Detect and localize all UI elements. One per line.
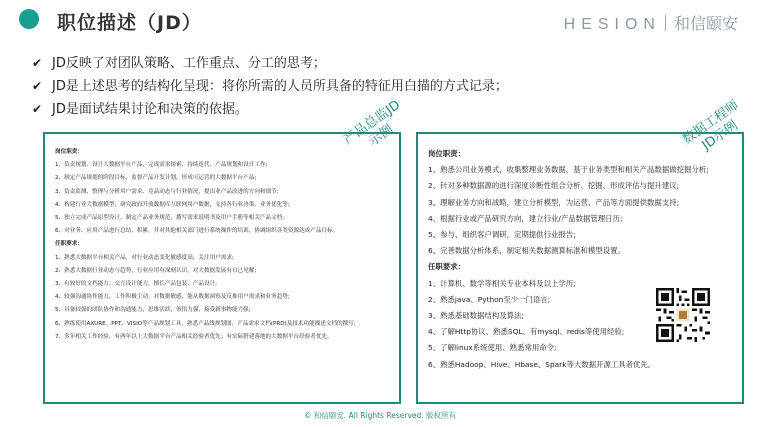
check-icon: ✔	[32, 56, 43, 70]
qr-code[interactable]	[656, 288, 710, 342]
requirement-item: 7、多年相关工作经验，有两年以上大数据平台产品相关经验者优先；有实际搭建落地的大数据平台经验者优先。	[55, 333, 333, 340]
duty-item: 1、负责规划、设计大数据平台产品，完成需求探索、持续迭代、产品规划和设计工作;	[55, 162, 268, 169]
bullet-text: JD是上述思考的结构化呈现：将你所需的人员所具备的特征用白描的方式记录；	[52, 79, 508, 94]
brand-name-cn: 和信颐安	[673, 16, 738, 33]
duty-item: 6、对业务、应用产品进行总结、积累，并对其他相关部门进行系统操作的培训，协调组织各类资源达成产品目标。	[55, 228, 339, 235]
requirement-item: 2、熟悉大数据行业动态与趋势，行业应用有深刻认识，对大数据发展有自己见解;	[55, 267, 257, 274]
footer-copyright: © 和信颐安. All Rights Reserved. 版权所有	[303, 411, 457, 420]
check-icon: ✔	[32, 102, 43, 116]
requirement-item: 4、较强沟通协作能力，工作积极主动，对数据敏感，能从数据洞察及反推用户需求和业务趋势;	[55, 294, 290, 301]
requirement-item: 3、熟悉基础数据结构及算法;	[428, 311, 524, 321]
check-icon: ✔	[32, 79, 43, 93]
bullet-text: JD反映了对团队策略、工作重点、分工的思考；	[52, 56, 326, 71]
requirement-item: 5、具备较强的团队协作和沟通能力，思维活跃，领悟力强，接受新事物能力强;	[55, 307, 251, 314]
duty-item: 6、完善数据分析体系，制定相关数据测算标准和模型设置。	[428, 246, 625, 256]
requirement-item: 6、熟练使用AXURE、PPT、VISIO等产品规划工具，熟悉产品线规划图、产品需求文档(PRD)及技术功能描述文档的撰写;	[55, 320, 356, 327]
duty-item: 2、制定产品规划的阶段目标，监督产品开发计划，形成可运营的大数据平台产品;	[55, 175, 257, 182]
duty-item: 5、独立完成产品原型设计，制定产品业务规范，撰写需求说明书及用户手册等相关产品文档;	[55, 215, 285, 222]
brand-logo	[564, 11, 738, 34]
brand-name-en: HESION	[563, 16, 661, 33]
duty-item: 4、构建行业大数据模型，研究政府开放数据库互联网用户数据，支持各行业决策、业务优化等;	[55, 201, 290, 208]
page-title: 职位描述（JD）	[57, 12, 202, 34]
bullet-item	[32, 52, 508, 75]
duty-item: 2、针对多种数据源的进行深度诊断性组合分析、挖掘、形成评估与提升建议;	[428, 181, 680, 191]
requirement-item: 6、熟悉Hadoop、Hive、Hbase、Spark等大数据开源工具者优先。	[428, 359, 656, 369]
requirement-item: 2、熟悉java、Python至少一门语言;	[428, 294, 551, 304]
requirement-item: 5、了解linux系统使用、熟悉常用命令;	[428, 343, 557, 353]
requirement-item: 1、计算机、数学等相关专业本科及以上学历;	[428, 278, 576, 288]
requirement-item: 4、了解Http协议、熟悉SQL、有mysql、redis等使用经验;	[428, 327, 625, 337]
duty-item: 3、理解业务方向和战略，建立分析模型，为运营、产品等方面提供数据支持;	[428, 197, 680, 207]
requirement-item: 3、有较好的文档能力、交互设计能力，擅长产品包装、产品设计;	[55, 281, 218, 288]
duty-item: 1、熟悉公司业务模式，收集整理业务数据，基于业务类型和相关产品数据做挖掘分析;	[428, 165, 709, 175]
duties-header: 岗位职责：	[55, 149, 83, 155]
duties-header: 岗位职责：	[428, 149, 465, 158]
requirement-item: 1、熟悉大数据平台相关产品，对行业动态变化敏感度高，关注用户需求;	[55, 254, 234, 261]
brand-divider	[665, 15, 666, 31]
requirements-header: 任职要求：	[55, 241, 83, 248]
duty-item: 3、负责监测、整理与分析用户需求、竞品动态与行业情况，提出业产品改进的方向和细节;	[55, 188, 279, 195]
bullet-list	[32, 52, 508, 121]
duty-item: 5、参与、组织客户调研，定期提供行业报告;	[428, 230, 576, 240]
requirements-header: 任职要求：	[428, 262, 465, 272]
product-director-jd-tag: 产品总监JD示例	[340, 97, 404, 150]
bullet-item	[32, 98, 508, 121]
title-dot	[19, 9, 39, 29]
bullet-text: JD是面试结果讨论和决策的依据。	[52, 102, 248, 117]
data-engineer-jd-tag: 数据工程师JD示例	[680, 97, 742, 154]
data-engineer-jd-card	[416, 132, 744, 404]
duty-item: 4、根据行业或产品研究方向，建立行业/产品数据管理日历;	[428, 213, 623, 223]
product-director-jd-card	[43, 132, 401, 404]
bullet-item	[32, 75, 508, 98]
